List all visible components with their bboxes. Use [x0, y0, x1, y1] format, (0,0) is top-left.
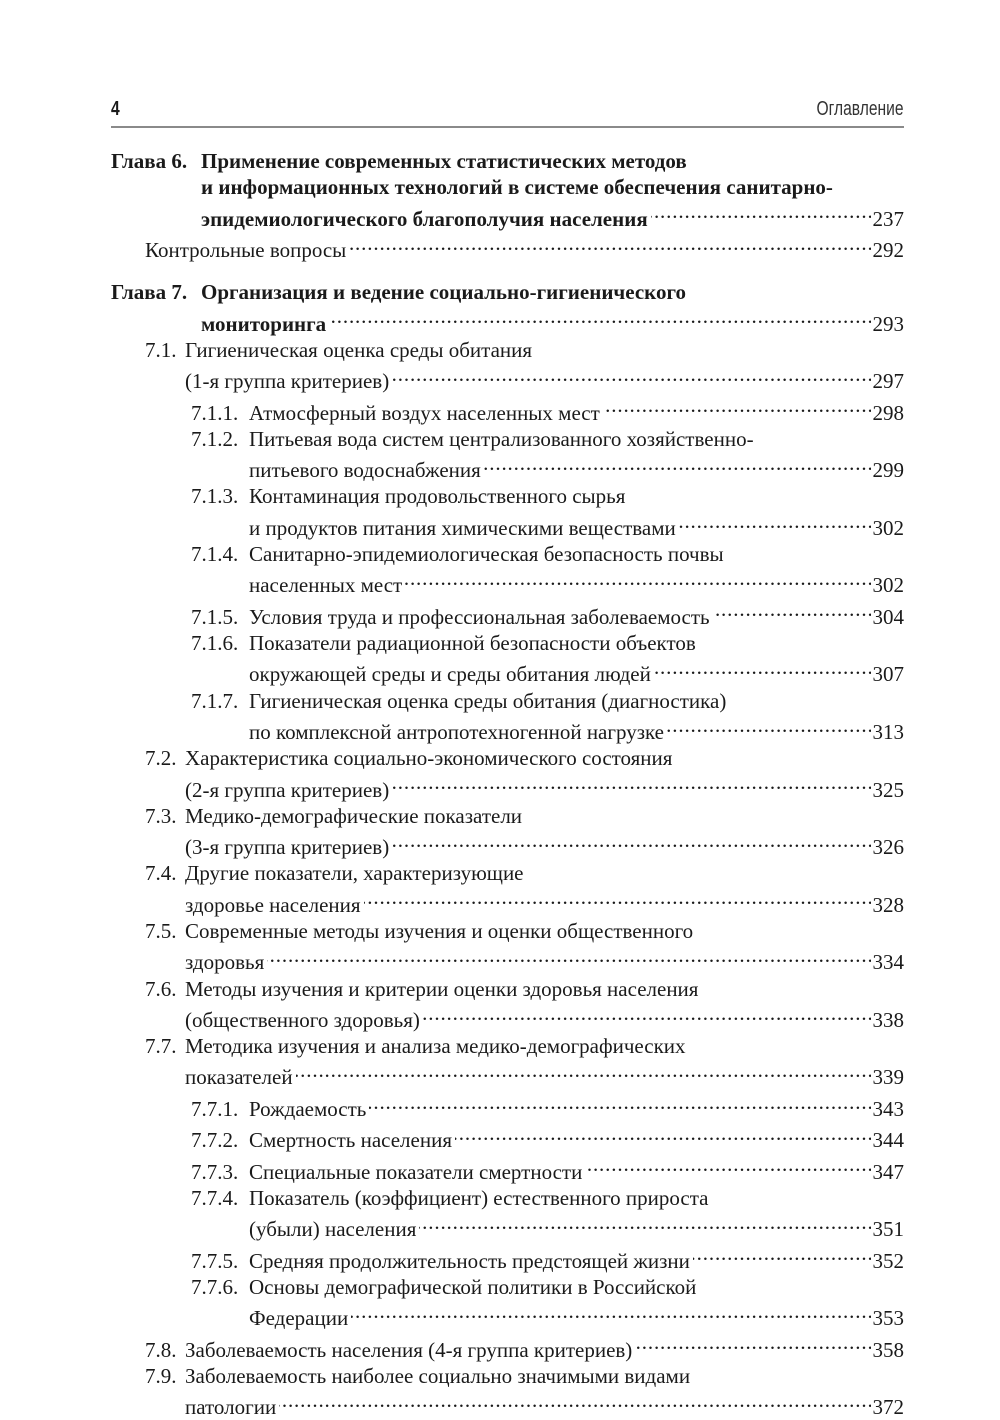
section-number: 7.1.	[145, 337, 177, 362]
section-title: Методы изучения и критерии оценки здоровья населения	[185, 976, 699, 1001]
dot-leader	[651, 200, 871, 225]
dot-leader	[329, 305, 870, 330]
section-title: Гигиеническая оценка среды обитания	[185, 337, 533, 362]
section-number: 7.7.2.	[191, 1128, 239, 1153]
dot-leader	[392, 363, 870, 388]
chapter-number: Глава 6.	[111, 149, 188, 173]
section-title: Другие показатели, характеризующие	[185, 861, 524, 886]
page-ref: 343	[872, 1096, 904, 1121]
section-title: Методика изучения и анализа медико-демографических	[185, 1034, 686, 1059]
section-title: (1-я группа критериев)	[185, 369, 390, 394]
section-number: 7.1.6.	[191, 630, 239, 655]
toc-section-7-6[interactable]	[111, 976, 904, 1034]
page-ref: 372	[872, 1395, 904, 1420]
dot-leader	[455, 1122, 871, 1147]
page-ref: 292	[872, 237, 904, 262]
section-title: здоровье населения	[185, 892, 361, 917]
chapter-title: Организация и ведение социально-гигиенического	[201, 280, 686, 305]
toc-section-7-3[interactable]	[111, 803, 904, 861]
page-ref: 313	[872, 719, 904, 744]
section-number: 7.5.	[145, 918, 177, 943]
section-title: Показатель (коэффициент) естественного прироста	[249, 1185, 709, 1210]
section-title: (убыли) населения	[249, 1217, 417, 1242]
table-of-contents	[111, 148, 904, 1420]
page-ref: 302	[872, 515, 904, 540]
toc-section-7-5[interactable]	[111, 918, 904, 976]
section-title: Средняя продолжительность предстоящей жизни	[249, 1248, 690, 1273]
toc-section-7-1-5[interactable]	[111, 599, 904, 630]
page-ref: 299	[872, 458, 904, 483]
dot-leader	[349, 232, 870, 257]
toc-section-7-2[interactable]	[111, 745, 904, 803]
section-number: 7.2.	[145, 746, 177, 771]
section-title: (2-я группа критериев)	[185, 777, 390, 802]
chapter-number: Глава 7.	[111, 280, 188, 305]
section-number: 7.7.6.	[191, 1274, 239, 1299]
section-title: Специальные показатели смертности	[249, 1159, 583, 1184]
section-number: 7.1.7.	[191, 688, 239, 713]
section-title: Санитарно-эпидемиологическая безопасность почвы	[249, 541, 724, 566]
dot-leader	[693, 1242, 871, 1267]
section-number: 7.1.5.	[191, 604, 239, 629]
section-title: по комплексной антропотехногенной нагрузке	[249, 719, 665, 744]
dot-leader	[296, 1059, 871, 1084]
section-number: 7.8.	[145, 1337, 177, 1362]
section-title: Контаминация продовольственного сырья	[249, 484, 626, 509]
dot-leader	[392, 829, 870, 854]
section-number: 7.9.	[145, 1363, 177, 1388]
dot-leader	[603, 394, 871, 419]
page-header	[111, 96, 904, 128]
toc-section-7-7-6[interactable]	[111, 1274, 904, 1332]
toc-chapter-7[interactable]	[111, 279, 904, 337]
dot-leader	[667, 714, 870, 739]
section-title: Федерации	[249, 1306, 349, 1331]
section-title: Гигиеническая оценка среды обитания (диагностика)	[249, 688, 727, 713]
section-title: Атмосферный воздух населенных мест	[249, 400, 600, 425]
toc-control-questions[interactable]	[111, 232, 904, 263]
dot-leader	[369, 1091, 870, 1116]
section-title: Заболеваемость населения (4-я группа критериев)	[185, 1337, 633, 1362]
section-title: Смертность населения	[249, 1128, 452, 1153]
section-title: (3-я группа критериев)	[185, 835, 390, 860]
toc-section-7-1-7[interactable]	[111, 688, 904, 746]
toc-section-7-7-5[interactable]	[111, 1242, 904, 1273]
page-ref: 344	[872, 1128, 904, 1153]
page-ref: 307	[872, 662, 904, 687]
section-title: окружающей среды и среды обитания людей	[249, 662, 651, 687]
section-title: здоровья	[185, 950, 265, 975]
section-title: Питьевая вода систем централизованного хозяйственно-	[249, 426, 754, 451]
section-number: 7.1.2.	[191, 426, 239, 451]
toc-section-7-1-2[interactable]	[111, 426, 904, 484]
page-ref: 339	[872, 1065, 904, 1090]
dot-leader	[713, 599, 871, 624]
section-number: 7.7.5.	[191, 1248, 239, 1273]
toc-section-7-1-1[interactable]	[111, 394, 904, 425]
page-ref: 237	[872, 206, 904, 231]
header-rule	[111, 126, 904, 128]
dot-leader	[405, 567, 870, 592]
section-title: Заболеваемость наиболее социально значимыми видами	[185, 1363, 691, 1388]
dot-leader	[484, 452, 871, 477]
section-number: 7.4.	[145, 861, 177, 886]
section-number: 7.1.3.	[191, 484, 239, 509]
page-ref: 326	[872, 835, 904, 860]
page-ref: 352	[872, 1248, 904, 1273]
toc-section-7-8[interactable]	[111, 1331, 904, 1362]
section-title: Современные методы изучения и оценки общественного	[185, 918, 694, 943]
dot-leader	[279, 1389, 870, 1414]
section-title: Условия труда и профессиональная заболеваемость	[249, 604, 710, 629]
section-number: 7.6.	[145, 976, 177, 1001]
toc-section-7-1-6[interactable]	[111, 630, 904, 688]
section-title: показателей	[185, 1065, 293, 1090]
page-ref: 353	[872, 1306, 904, 1331]
section-title: (общественного здоровья)	[185, 1007, 420, 1032]
section-number: 7.7.	[145, 1034, 177, 1059]
chapter-title: и информационных технологий в системе обеспечения санитарно-	[201, 175, 833, 200]
section-title: питьевого водоснабжения	[249, 458, 481, 483]
dot-leader	[419, 1211, 870, 1236]
chapter-title: мониторинга	[201, 311, 327, 336]
section-number: 7.1.4.	[191, 541, 239, 566]
chapter-title: Применение современных статистических методов	[201, 149, 687, 173]
page-ref: 325	[872, 777, 904, 802]
toc-section-7-9[interactable]	[111, 1363, 904, 1420]
toc-section-7-7-1[interactable]	[111, 1091, 904, 1122]
page-ref: 328	[872, 892, 904, 917]
page-ref: 358	[872, 1337, 904, 1362]
dot-leader	[423, 1002, 871, 1027]
toc-section-7-7-2[interactable]	[111, 1122, 904, 1153]
section-title: Показатели радиационной безопасности объектов	[249, 630, 696, 655]
page-ref: 302	[872, 573, 904, 598]
dot-leader	[679, 510, 871, 535]
toc-section-7-4[interactable]	[111, 860, 904, 918]
section-title: Рождаемость	[249, 1096, 367, 1121]
running-title: Оглавление	[817, 98, 904, 120]
dot-leader	[267, 944, 870, 969]
dot-leader	[364, 887, 871, 912]
page-ref: 298	[872, 400, 904, 425]
chapter-title: эпидемиологического благополучия населения	[201, 206, 648, 231]
page-ref: 293	[872, 311, 904, 336]
toc-chapter-6[interactable]	[111, 148, 904, 232]
dot-leader	[635, 1331, 870, 1356]
section-number: 7.7.4.	[191, 1185, 239, 1210]
toc-section-7-7-3[interactable]	[111, 1153, 904, 1184]
dot-leader	[654, 656, 871, 681]
section-title: патологии	[185, 1395, 277, 1420]
page-number: 4	[111, 98, 120, 120]
page-ref: 304	[872, 604, 904, 629]
section-title: Характеристика социально-экономического состояния	[185, 746, 673, 771]
dot-leader	[585, 1153, 870, 1178]
page-ref: 334	[872, 950, 904, 975]
section-title: Основы демографической политики в Российской	[249, 1274, 697, 1299]
section-title: и продуктов питания химическими веществами	[249, 515, 676, 540]
entry-title: Контрольные вопросы	[145, 237, 347, 262]
section-number: 7.1.1.	[191, 400, 239, 425]
toc-section-7-1-4[interactable]	[111, 541, 904, 599]
section-title: Медико-демографические показатели	[185, 803, 523, 828]
page-ref: 338	[872, 1007, 904, 1032]
dot-leader	[392, 771, 870, 796]
page-ref: 297	[872, 369, 904, 394]
section-title: населенных мест	[249, 573, 403, 598]
section-number: 7.7.1.	[191, 1096, 239, 1121]
section-number: 7.3.	[145, 803, 177, 828]
toc-section-7-1[interactable]	[111, 337, 904, 395]
toc-section-7-7-4[interactable]	[111, 1185, 904, 1243]
dot-leader	[351, 1300, 870, 1325]
toc-section-7-1-3[interactable]	[111, 483, 904, 541]
page-ref: 351	[872, 1217, 904, 1242]
toc-section-7-7[interactable]	[111, 1033, 904, 1091]
page-ref: 347	[872, 1159, 904, 1184]
section-number: 7.7.3.	[191, 1159, 239, 1184]
